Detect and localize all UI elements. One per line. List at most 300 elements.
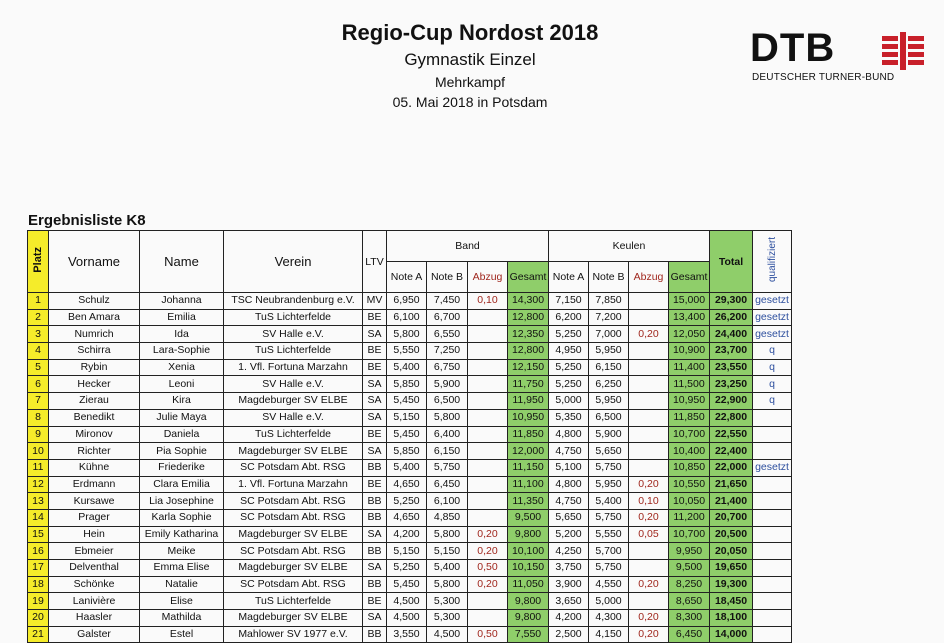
cell-vorname: Schulz — [49, 293, 140, 310]
cell-band-gesamt: 10,100 — [508, 543, 549, 560]
cell-total: 22,900 — [710, 393, 753, 410]
cell-ltv: BB — [363, 459, 387, 476]
cell-name: Mathilda — [140, 610, 224, 627]
header-keulen-note-b: Note B — [589, 262, 629, 293]
cell-total: 20,500 — [710, 526, 753, 543]
cell-keulen-gesamt: 8,250 — [669, 576, 710, 593]
cell-band-abzug — [468, 309, 508, 326]
cell-name: Daniela — [140, 426, 224, 443]
cell-keulen-note-a: 5,000 — [549, 393, 589, 410]
cell-vorname: Hecker — [49, 376, 140, 393]
cell-platz: 21 — [28, 626, 49, 643]
cell-band-note-b: 7,450 — [427, 293, 468, 310]
cell-vorname: Delventhal — [49, 560, 140, 577]
table-row — [28, 376, 792, 393]
cell-ltv: SA — [363, 610, 387, 627]
cell-band-abzug — [468, 610, 508, 627]
cell-vorname: Numrich — [49, 326, 140, 343]
cell-band-abzug: 0,20 — [468, 543, 508, 560]
cell-name: Clara Emilia — [140, 476, 224, 493]
cell-qualifiziert: q — [753, 343, 792, 360]
cell-ltv: BE — [363, 593, 387, 610]
cell-qualifiziert — [753, 493, 792, 510]
cell-verein: Magdeburger SV ELBE — [224, 393, 363, 410]
cell-keulen-gesamt: 9,500 — [669, 560, 710, 577]
cell-ltv: SA — [363, 376, 387, 393]
cell-verein: 1. Vfl. Fortuna Marzahn — [224, 359, 363, 376]
logo-subtext: DEUTSCHER TURNER-BUND — [752, 72, 895, 83]
cell-vorname: Mironov — [49, 426, 140, 443]
cell-band-gesamt: 11,850 — [508, 426, 549, 443]
cell-band-note-b: 6,150 — [427, 443, 468, 460]
cell-keulen-gesamt: 10,700 — [669, 526, 710, 543]
cell-band-note-b: 5,150 — [427, 543, 468, 560]
cell-platz: 9 — [28, 426, 49, 443]
cell-keulen-note-b: 5,700 — [589, 543, 629, 560]
table-row — [28, 359, 792, 376]
cell-keulen-note-b: 5,550 — [589, 526, 629, 543]
header-band-abzug: Abzug — [468, 262, 508, 293]
cell-ltv: BE — [363, 309, 387, 326]
cell-keulen-gesamt: 10,050 — [669, 493, 710, 510]
cell-keulen-abzug — [629, 593, 669, 610]
cell-name: Meike — [140, 543, 224, 560]
cell-total: 21,650 — [710, 476, 753, 493]
cell-band-gesamt: 10,950 — [508, 409, 549, 426]
cell-name: Natalie — [140, 576, 224, 593]
cell-band-note-a: 4,500 — [387, 593, 427, 610]
cell-verein: Magdeburger SV ELBE — [224, 526, 363, 543]
cell-keulen-abzug: 0,20 — [629, 476, 669, 493]
header-keulen-abzug: Abzug — [629, 262, 669, 293]
cell-keulen-gesamt: 11,500 — [669, 376, 710, 393]
cell-keulen-abzug — [629, 426, 669, 443]
cell-keulen-gesamt: 13,400 — [669, 309, 710, 326]
cell-vorname: Erdmann — [49, 476, 140, 493]
cell-band-note-a: 6,950 — [387, 293, 427, 310]
cell-band-note-b: 4,500 — [427, 626, 468, 643]
cell-name: Friederike — [140, 459, 224, 476]
cell-band-note-b: 6,450 — [427, 476, 468, 493]
cell-band-note-a: 4,200 — [387, 526, 427, 543]
cell-band-note-a: 5,550 — [387, 343, 427, 360]
cell-band-gesamt: 12,150 — [508, 359, 549, 376]
cell-keulen-note-a: 4,800 — [549, 426, 589, 443]
cell-vorname: Richter — [49, 443, 140, 460]
header-total: Total — [710, 231, 753, 293]
cell-total: 20,050 — [710, 543, 753, 560]
cell-band-gesamt: 9,500 — [508, 509, 549, 526]
header-band-note-a: Note A — [387, 262, 427, 293]
table-row — [28, 443, 792, 460]
cell-band-note-b: 6,750 — [427, 359, 468, 376]
cell-band-note-a: 4,500 — [387, 610, 427, 627]
cell-band-abzug — [468, 426, 508, 443]
cell-band-note-b: 6,700 — [427, 309, 468, 326]
cell-band-note-a: 5,800 — [387, 326, 427, 343]
cell-name: Ida — [140, 326, 224, 343]
cell-keulen-note-a: 3,900 — [549, 576, 589, 593]
subtitle: Gymnastik Einzel — [404, 50, 536, 69]
cell-keulen-note-b: 4,300 — [589, 610, 629, 627]
cell-name: Lara-Sophie — [140, 343, 224, 360]
cell-platz: 11 — [28, 459, 49, 476]
cell-qualifiziert: gesetzt — [753, 309, 792, 326]
logo-wordmark: DTB — [750, 26, 836, 70]
cell-band-abzug — [468, 593, 508, 610]
cell-total: 20,700 — [710, 509, 753, 526]
cell-band-gesamt: 9,800 — [508, 610, 549, 627]
cell-total: 24,400 — [710, 326, 753, 343]
cell-platz: 4 — [28, 343, 49, 360]
cell-keulen-abzug: 0,20 — [629, 610, 669, 627]
cell-total: 21,400 — [710, 493, 753, 510]
cell-keulen-note-b: 5,950 — [589, 343, 629, 360]
header-platz: Platz — [28, 231, 49, 293]
cell-band-gesamt: 12,000 — [508, 443, 549, 460]
cell-total: 18,450 — [710, 593, 753, 610]
cell-keulen-gesamt: 10,700 — [669, 426, 710, 443]
cell-keulen-abzug: 0,20 — [629, 509, 669, 526]
cell-band-abzug: 0,50 — [468, 626, 508, 643]
cell-ltv: BE — [363, 426, 387, 443]
cell-qualifiziert — [753, 476, 792, 493]
cell-band-note-b: 7,250 — [427, 343, 468, 360]
cell-qualifiziert — [753, 426, 792, 443]
cell-verein: SV Halle e.V. — [224, 326, 363, 343]
cell-name: Pia Sophie — [140, 443, 224, 460]
cell-band-note-b: 4,850 — [427, 509, 468, 526]
cell-qualifiziert — [753, 543, 792, 560]
table-row — [28, 326, 792, 343]
header-vorname: Vorname — [49, 231, 140, 293]
cell-verein: SC Potsdam Abt. RSG — [224, 459, 363, 476]
header-ltv: LTV — [363, 231, 387, 293]
cell-platz: 1 — [28, 293, 49, 310]
cell-total: 22,550 — [710, 426, 753, 443]
cell-band-gesamt: 10,150 — [508, 560, 549, 577]
cell-keulen-abzug — [629, 393, 669, 410]
dtb-emblem-icon — [882, 32, 924, 70]
cell-band-abzug — [468, 326, 508, 343]
cell-keulen-abzug — [629, 309, 669, 326]
table-row — [28, 476, 792, 493]
cell-band-gesamt: 11,050 — [508, 576, 549, 593]
cell-band-note-b: 5,900 — [427, 376, 468, 393]
cell-band-note-a: 3,550 — [387, 626, 427, 643]
header-band-gesamt: Gesamt — [508, 262, 549, 293]
cell-band-abzug — [468, 359, 508, 376]
table-row — [28, 543, 792, 560]
cell-band-note-b: 5,800 — [427, 409, 468, 426]
cell-qualifiziert: gesetzt — [753, 293, 792, 310]
cell-keulen-note-a: 4,250 — [549, 543, 589, 560]
cell-ltv: SA — [363, 326, 387, 343]
cell-vorname: Haasler — [49, 610, 140, 627]
cell-keulen-note-a: 4,750 — [549, 493, 589, 510]
cell-keulen-abzug: 0,10 — [629, 493, 669, 510]
cell-keulen-note-b: 5,950 — [589, 393, 629, 410]
cell-ltv: SA — [363, 409, 387, 426]
cell-platz: 8 — [28, 409, 49, 426]
cell-keulen-note-b: 7,200 — [589, 309, 629, 326]
cell-band-note-a: 5,450 — [387, 426, 427, 443]
cell-band-note-b: 5,400 — [427, 560, 468, 577]
cell-keulen-note-a: 5,350 — [549, 409, 589, 426]
cell-band-note-a: 5,400 — [387, 459, 427, 476]
cell-verein: SV Halle e.V. — [224, 409, 363, 426]
cell-band-note-a: 5,850 — [387, 443, 427, 460]
cell-vorname: Zierau — [49, 393, 140, 410]
cell-name: Emilia — [140, 309, 224, 326]
cell-band-gesamt: 7,550 — [508, 626, 549, 643]
cell-band-note-a: 5,250 — [387, 493, 427, 510]
cell-band-abzug: 0,20 — [468, 576, 508, 593]
cell-keulen-abzug: 0,20 — [629, 576, 669, 593]
cell-keulen-abzug — [629, 560, 669, 577]
table-row — [28, 610, 792, 627]
cell-keulen-gesamt: 11,200 — [669, 509, 710, 526]
cell-keulen-note-b: 6,250 — [589, 376, 629, 393]
cell-keulen-note-b: 5,000 — [589, 593, 629, 610]
cell-verein: SC Potsdam Abt. RSG — [224, 493, 363, 510]
header-band: Band — [387, 231, 549, 262]
cell-name: Xenia — [140, 359, 224, 376]
cell-keulen-note-a: 5,250 — [549, 359, 589, 376]
cell-platz: 2 — [28, 309, 49, 326]
cell-keulen-note-a: 4,800 — [549, 476, 589, 493]
cell-vorname: Benedikt — [49, 409, 140, 426]
cell-band-gesamt: 9,800 — [508, 526, 549, 543]
cell-verein: SC Potsdam Abt. RSG — [224, 543, 363, 560]
header-name: Name — [140, 231, 224, 293]
cell-keulen-abzug: 0,20 — [629, 626, 669, 643]
cell-band-abzug: 0,10 — [468, 293, 508, 310]
date-place: 05. Mai 2018 in Potsdam — [392, 94, 548, 110]
cell-vorname: Kühne — [49, 459, 140, 476]
cell-band-note-b: 5,800 — [427, 526, 468, 543]
cell-band-abzug — [468, 443, 508, 460]
cell-total: 19,300 — [710, 576, 753, 593]
cell-keulen-note-a: 4,200 — [549, 610, 589, 627]
cell-keulen-note-a: 6,200 — [549, 309, 589, 326]
cell-band-abzug — [468, 476, 508, 493]
table-row — [28, 593, 792, 610]
cell-band-abzug: 0,20 — [468, 526, 508, 543]
header-keulen-note-a: Note A — [549, 262, 589, 293]
cell-band-abzug — [468, 493, 508, 510]
cell-qualifiziert — [753, 509, 792, 526]
cell-keulen-gesamt: 8,650 — [669, 593, 710, 610]
cell-keulen-note-a: 3,650 — [549, 593, 589, 610]
cell-qualifiziert: gesetzt — [753, 459, 792, 476]
table-row — [28, 459, 792, 476]
cell-qualifiziert — [753, 526, 792, 543]
cell-platz: 14 — [28, 509, 49, 526]
cell-vorname: Hein — [49, 526, 140, 543]
cell-total: 23,550 — [710, 359, 753, 376]
cell-total: 14,000 — [710, 626, 753, 643]
cell-verein: Magdeburger SV ELBE — [224, 443, 363, 460]
cell-keulen-abzug: 0,05 — [629, 526, 669, 543]
cell-ltv: MV — [363, 293, 387, 310]
cell-vorname: Lanivière — [49, 593, 140, 610]
cell-band-note-b: 6,500 — [427, 393, 468, 410]
cell-keulen-note-a: 7,150 — [549, 293, 589, 310]
cell-band-gesamt: 11,950 — [508, 393, 549, 410]
cell-platz: 6 — [28, 376, 49, 393]
cell-ltv: SA — [363, 443, 387, 460]
cell-total: 19,650 — [710, 560, 753, 577]
cell-band-note-b: 5,750 — [427, 459, 468, 476]
cell-band-abzug — [468, 409, 508, 426]
cell-vorname: Schönke — [49, 576, 140, 593]
cell-band-note-b: 6,400 — [427, 426, 468, 443]
cell-vorname: Kursawe — [49, 493, 140, 510]
cell-keulen-abzug — [629, 443, 669, 460]
cell-verein: SC Potsdam Abt. RSG — [224, 509, 363, 526]
cell-platz: 18 — [28, 576, 49, 593]
cell-band-note-b: 5,300 — [427, 593, 468, 610]
cell-name: Estel — [140, 626, 224, 643]
cell-keulen-abzug — [629, 293, 669, 310]
cell-qualifiziert: q — [753, 376, 792, 393]
cell-vorname: Schirra — [49, 343, 140, 360]
cell-keulen-note-b: 7,000 — [589, 326, 629, 343]
cell-ltv: BB — [363, 543, 387, 560]
cell-keulen-note-a: 5,250 — [549, 326, 589, 343]
table-row — [28, 576, 792, 593]
header-keulen-gesamt: Gesamt — [669, 262, 710, 293]
cell-band-gesamt: 11,100 — [508, 476, 549, 493]
cell-platz: 3 — [28, 326, 49, 343]
cell-verein: TuS Lichterfelde — [224, 593, 363, 610]
cell-keulen-gesamt: 10,400 — [669, 443, 710, 460]
cell-qualifiziert — [753, 576, 792, 593]
table-row — [28, 626, 792, 643]
cell-band-note-a: 5,450 — [387, 576, 427, 593]
cell-keulen-note-b: 5,750 — [589, 509, 629, 526]
cell-keulen-gesamt: 9,950 — [669, 543, 710, 560]
cell-band-gesamt: 12,350 — [508, 326, 549, 343]
cell-band-abzug — [468, 509, 508, 526]
cell-band-gesamt: 11,750 — [508, 376, 549, 393]
cell-total: 23,250 — [710, 376, 753, 393]
cell-vorname: Prager — [49, 509, 140, 526]
cell-name: Lia Josephine — [140, 493, 224, 510]
cell-keulen-note-a: 5,650 — [549, 509, 589, 526]
table-row — [28, 426, 792, 443]
cell-verein: TuS Lichterfelde — [224, 426, 363, 443]
results-table — [27, 230, 792, 643]
cell-keulen-abzug — [629, 459, 669, 476]
cell-name: Emma Elise — [140, 560, 224, 577]
cell-total: 22,000 — [710, 459, 753, 476]
cell-name: Karla Sophie — [140, 509, 224, 526]
cell-platz: 12 — [28, 476, 49, 493]
cell-ltv: SA — [363, 393, 387, 410]
cell-band-gesamt: 12,800 — [508, 309, 549, 326]
cell-qualifiziert — [753, 626, 792, 643]
cell-keulen-gesamt: 15,000 — [669, 293, 710, 310]
cell-keulen-abzug: 0,20 — [629, 326, 669, 343]
cell-keulen-note-b: 5,750 — [589, 459, 629, 476]
cell-name: Emily Katharina — [140, 526, 224, 543]
cell-ltv: BB — [363, 576, 387, 593]
cell-keulen-note-b: 7,850 — [589, 293, 629, 310]
cell-name: Kira — [140, 393, 224, 410]
category: Mehrkampf — [434, 74, 506, 90]
cell-keulen-gesamt: 10,850 — [669, 459, 710, 476]
cell-ltv: BB — [363, 493, 387, 510]
cell-verein: Magdeburger SV ELBE — [224, 560, 363, 577]
table-row — [28, 393, 792, 410]
cell-verein: TuS Lichterfelde — [224, 343, 363, 360]
cell-verein: Mahlower SV 1977 e.V. — [224, 626, 363, 643]
cell-band-note-a: 5,850 — [387, 376, 427, 393]
cell-keulen-abzug — [629, 376, 669, 393]
cell-verein: Magdeburger SV ELBE — [224, 610, 363, 627]
cell-vorname: Rybin — [49, 359, 140, 376]
cell-qualifiziert — [753, 560, 792, 577]
cell-band-note-b: 6,550 — [427, 326, 468, 343]
cell-band-gesamt: 11,150 — [508, 459, 549, 476]
cell-keulen-gesamt: 6,450 — [669, 626, 710, 643]
cell-band-gesamt: 14,300 — [508, 293, 549, 310]
cell-band-note-a: 5,150 — [387, 409, 427, 426]
table-row — [28, 493, 792, 510]
cell-ltv: SA — [363, 526, 387, 543]
cell-total: 22,800 — [710, 409, 753, 426]
cell-qualifiziert — [753, 409, 792, 426]
cell-band-note-a: 5,450 — [387, 393, 427, 410]
cell-band-note-b: 5,800 — [427, 576, 468, 593]
cell-qualifiziert — [753, 443, 792, 460]
table-row — [28, 560, 792, 577]
cell-qualifiziert: q — [753, 359, 792, 376]
table-row — [28, 526, 792, 543]
cell-platz: 5 — [28, 359, 49, 376]
cell-band-abzug — [468, 376, 508, 393]
cell-keulen-gesamt: 10,550 — [669, 476, 710, 493]
cell-name: Johanna — [140, 293, 224, 310]
table-row — [28, 309, 792, 326]
header-keulen: Keulen — [549, 231, 710, 262]
cell-keulen-abzug — [629, 409, 669, 426]
cell-verein: TSC Neubrandenburg e.V. — [224, 293, 363, 310]
cell-platz: 10 — [28, 443, 49, 460]
cell-verein: SC Potsdam Abt. RSG — [224, 576, 363, 593]
cell-platz: 15 — [28, 526, 49, 543]
cell-band-gesamt: 9,800 — [508, 593, 549, 610]
dtb-logo — [750, 26, 925, 83]
cell-verein: 1. Vfl. Fortuna Marzahn — [224, 476, 363, 493]
cell-platz: 17 — [28, 560, 49, 577]
cell-keulen-note-a: 3,750 — [549, 560, 589, 577]
cell-vorname: Galster — [49, 626, 140, 643]
cell-ltv: BB — [363, 626, 387, 643]
cell-total: 18,100 — [710, 610, 753, 627]
cell-keulen-note-b: 5,400 — [589, 493, 629, 510]
section-title: Ergebnisliste K8 — [28, 212, 146, 229]
cell-band-note-a: 4,650 — [387, 509, 427, 526]
cell-keulen-note-b: 5,750 — [589, 560, 629, 577]
cell-keulen-abzug — [629, 359, 669, 376]
cell-keulen-gesamt: 11,400 — [669, 359, 710, 376]
table-row — [28, 343, 792, 360]
cell-keulen-gesamt: 8,300 — [669, 610, 710, 627]
cell-keulen-gesamt: 11,850 — [669, 409, 710, 426]
